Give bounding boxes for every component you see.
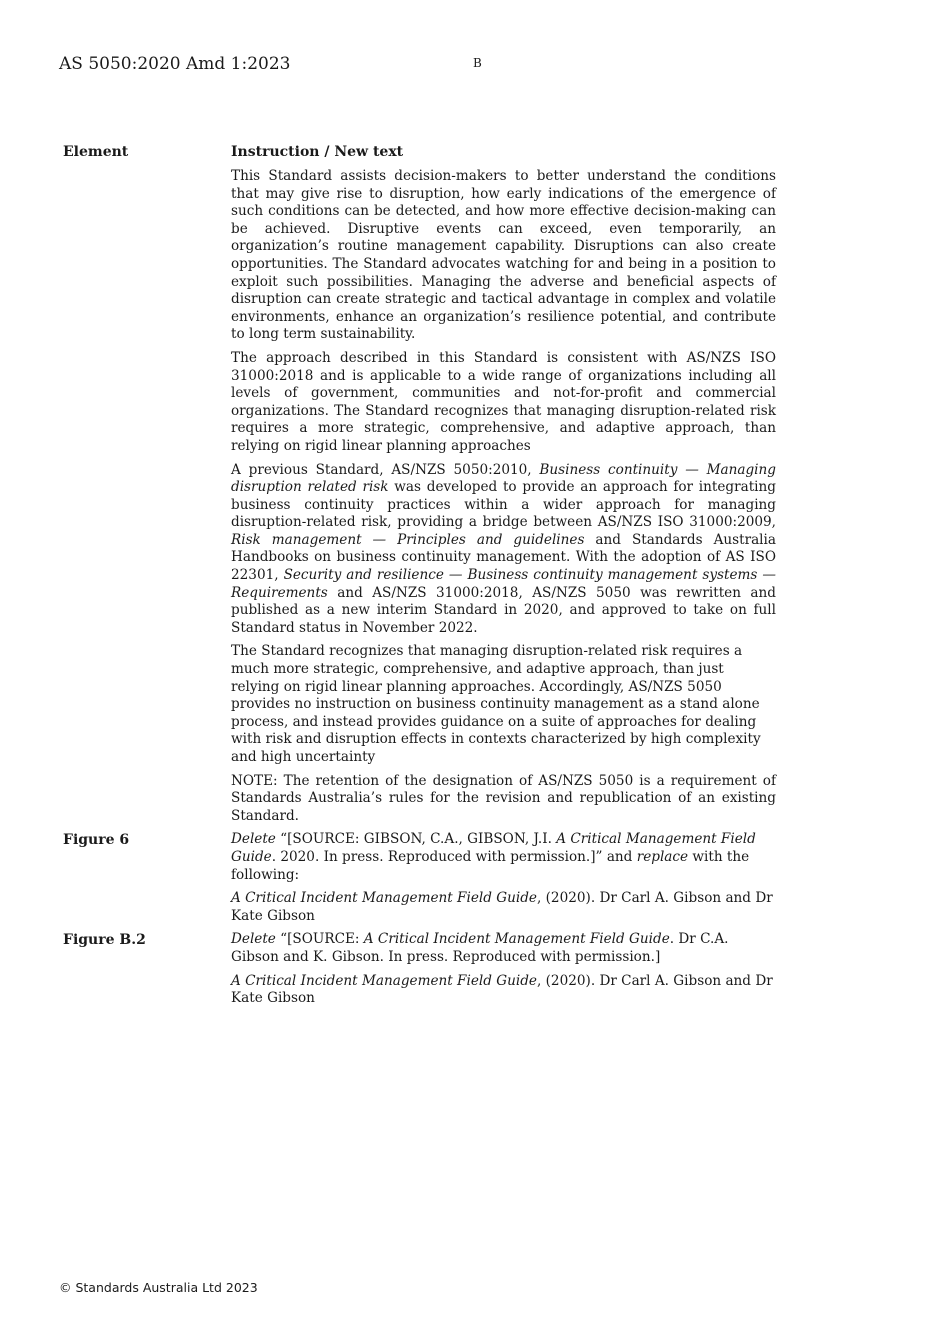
standard-title: Risk management — Principles and guidelines: [231, 531, 585, 548]
text: . Dr C.A. Gibson and K. Gibson. In press. Reproduced with permission.]: [231, 931, 729, 965]
guide-title: A Critical Incident Management Field Guide: [231, 890, 537, 907]
paragraph: [231, 973, 776, 1008]
text: , (2020). Dr Carl A. Gibson and Dr Kate Gibson: [231, 890, 773, 924]
instruction-word: Delete: [231, 931, 276, 948]
instruction-cell: [231, 831, 776, 931]
table-row: [63, 931, 776, 1013]
standard-title: Business continuity — Managing disruption related risk: [231, 461, 776, 496]
paragraph: This Standard assists decision-makers to better understand the conditions that may give rise to disruption, how early indications of the emergence of such conditions can be detected, and how more effective decision-making can be achieved. Disruptive events can exceed, even temporarily, an organization’s routine management capability. Disruptions can also create opportunities. The Standard advocates watching for and being in a position to exploit such possibilities. Managing the adverse and beneficial aspects of disruption can create strategic and tactical advantage in complex and volatile environments, enhance an organization’s resilience potential, and contribute to long term sustainability.: [231, 168, 776, 343]
table-row: [63, 168, 776, 831]
paragraph: The approach described in this Standard is consistent with AS/NZS ISO 31000:2018 and is applicable to a wide range of organizations including all levels of government, communities and not-for-profit and commercial organizations. The Standard recognizes that managing disruption-related risk requires a more strategic, comprehensive, and adaptive approach, than relying on rigid linear planning approaches: [231, 349, 776, 454]
instruction-column-header: Instruction / New text: [231, 144, 404, 160]
paragraph: The Standard recognizes that managing disruption-related risk requires a much more strategic, comprehensive, and adaptive approach, than just relying on rigid linear planning approaches. Accordingly, AS/NZS 5050 provides no instruction on business continuity management as a stand alone process, and instead provides guidance on a suite of approaches for dealing with risk and disruption effects in contexts characterized by high complexity and high uncertainty: [231, 643, 761, 765]
standard-title: Security and resilience — Business continuity management systems — Requirements: [231, 567, 777, 601]
guide-title: A Critical Incident Management Field Guide: [363, 931, 670, 948]
instruction-word: Delete: [231, 831, 276, 848]
text: , (2020). Dr Carl A. Gibson and Dr Kate Gibson: [231, 972, 773, 1007]
element-column-header: Element: [63, 144, 129, 160]
text: with the following:: [231, 848, 750, 883]
table-header-row: [63, 143, 776, 168]
text: “[SOURCE:: [275, 931, 364, 948]
paragraph: [231, 890, 776, 925]
text: and AS/NZS 31000:2018, AS/NZS 5050 was rewritten and published as a new interim Standard in 2020, and approved to take on full Standard status in November 2022.: [231, 584, 776, 636]
instruction-word: replace: [636, 848, 689, 865]
paragraph: [231, 831, 776, 884]
guide-title: A Critical Incident Management Field Guide: [231, 972, 537, 989]
element-cell-figure-b2: Figure B.2: [63, 932, 146, 949]
note: NOTE: The retention of the designation of AS/NZS 5050 is a requirement of Standards Australia’s rules for the revision and republication of an existing Standard.: [231, 772, 776, 824]
text: was developed to provide an approach for integrating business continuity practices within a wider approach for managing disruption-related risk, providing a bridge between AS/NZS ISO 31000:2009,: [231, 479, 776, 531]
element-cell-figure-6: Figure 6: [63, 832, 130, 849]
text: . 2020. In press. Reproduced with permission.]” and: [271, 848, 637, 865]
paragraph: [231, 462, 776, 638]
page-label: B: [473, 56, 482, 70]
text: “[SOURCE: GIBSON, C.A., GIBSON, J.I.: [275, 831, 557, 848]
text: A previous Standard, AS/NZS 5050:2010,: [231, 461, 540, 478]
guide-title: A Critical Management Field Guide: [231, 831, 756, 865]
table-row: [63, 831, 776, 931]
instruction-cell: [231, 931, 776, 1013]
paragraph: [231, 931, 776, 966]
amendment-table: [63, 143, 776, 1014]
document-id: AS 5050:2020 Amd 1:2023: [59, 54, 291, 74]
element-cell: [63, 168, 231, 831]
copyright-footer: © Standards Australia Ltd 2023: [59, 1280, 258, 1295]
instruction-cell: [231, 168, 776, 831]
text: and Standards Australia Handbooks on business continuity management. With the adoption of AS ISO 22301,: [231, 531, 776, 584]
